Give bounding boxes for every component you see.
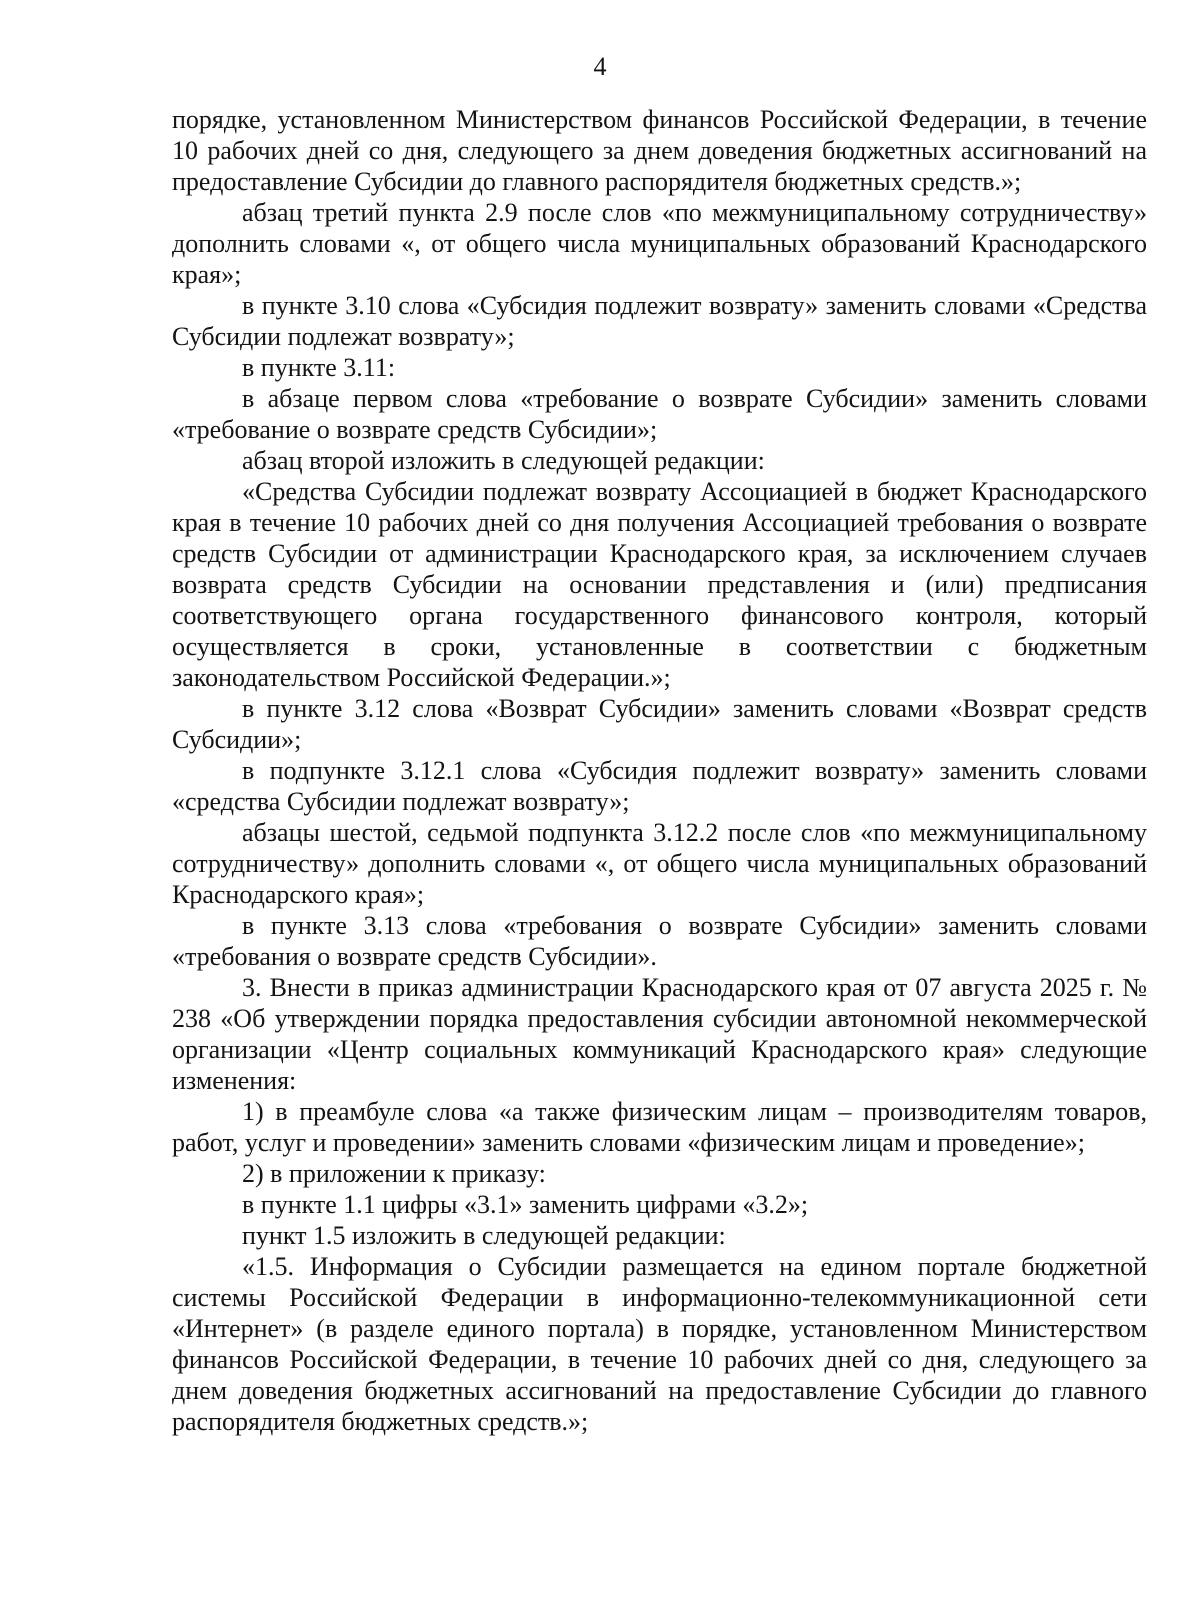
paragraph: в пункте 1.1 цифры «3.1» заменить цифрами «3.2»; xyxy=(242,1190,809,1219)
document-body xyxy=(172,104,1147,1437)
paragraph: абзац третий пункта 2.9 после слов «по межмуниципальному сотрудничеству» дополнить словами «, от общего числа муниципальных образований Краснодарского края»; xyxy=(172,198,1147,289)
paragraph: в пункте 3.12 слова «Возврат Субсидии» заменить словами «Возврат средств Субсидии»; xyxy=(172,694,1147,754)
paragraph: абзац второй изложить в следующей редакции: xyxy=(242,446,765,475)
paragraph: пункт 1.5 изложить в следующей редакции: xyxy=(242,1221,726,1250)
paragraph: в пункте 3.11: xyxy=(242,353,396,382)
paragraph: абзацы шестой, седьмой подпункта 3.12.2 после слов «по межмуниципальному сотрудничеству» дополнить словами «, от общего числа муниципальных образований Краснодарского края»; xyxy=(172,818,1147,909)
paragraph: 1) в преамбуле слова «а также физическим лицам – производителям товаров, работ, услуг и проведении» заменить словами «физическим лицам и проведение»; xyxy=(172,1097,1147,1157)
paragraph: «Средства Субсидии подлежат возврату Ассоциацией в бюджет Краснодарского края в течение 10 рабочих дней со дня получения Ассоциацией требования о возврате средств Субсидии от администрации Краснодарского края, за исключением случаев возврата средств Субсидии на основании представления и (или) предписания соответствующего органа государственного финансового контроля, который осуществляется в сроки, установленные в соответствии с бюджетным законодательством Российской Федерации.»; xyxy=(172,477,1147,692)
paragraph: «1.5. Информация о Субсидии размещается на едином портале бюджетной системы Российской Федерации в информационно-телекоммуникационной сети «Интернет» (в разделе единого портала) в порядке, установленном Министерством финансов Российской Федерации, в течение 10 рабочих дней со дня, следующего за днем доведения бюджетных ассигнований на предоставление Субсидии до главного распорядителя бюджетных средств.»; xyxy=(172,1252,1147,1436)
paragraph: в подпункте 3.12.1 слова «Субсидия подлежит возврату» заменить словами «средства Субсидии подлежат возврату»; xyxy=(172,756,1147,816)
page-number: 4 xyxy=(593,52,607,81)
paragraph: в пункте 3.10 слова «Субсидия подлежит возврату» заменить словами «Средства Субсидии подлежат возврату»; xyxy=(172,291,1147,351)
paragraph: 3. Внести в приказ администрации Краснодарского края от 07 августа 2025 г. № 238 «Об утверждении порядка предоставления субсидии автономной некоммерческой организации «Центр социальных коммуникаций Краснодарского края» следующие изменения: xyxy=(172,973,1147,1095)
paragraph: в пункте 3.13 слова «требования о возврате Субсидии» заменить словами «требования о возврате средств Субсидии». xyxy=(172,911,1147,971)
paragraph: 2) в приложении к приказу: xyxy=(242,1159,546,1188)
paragraph: в абзаце первом слова «требование о возврате Субсидии» заменить словами «требование о возврате средств Субсидии»; xyxy=(172,384,1147,444)
paragraph: порядке, установленном Министерством финансов Российской Федерации, в течение 10 рабочих дней со дня, следующего за днем доведения бюджетных ассигнований на предоставление Субсидии до главного распорядителя бюджетных средств.»; xyxy=(172,105,1147,196)
